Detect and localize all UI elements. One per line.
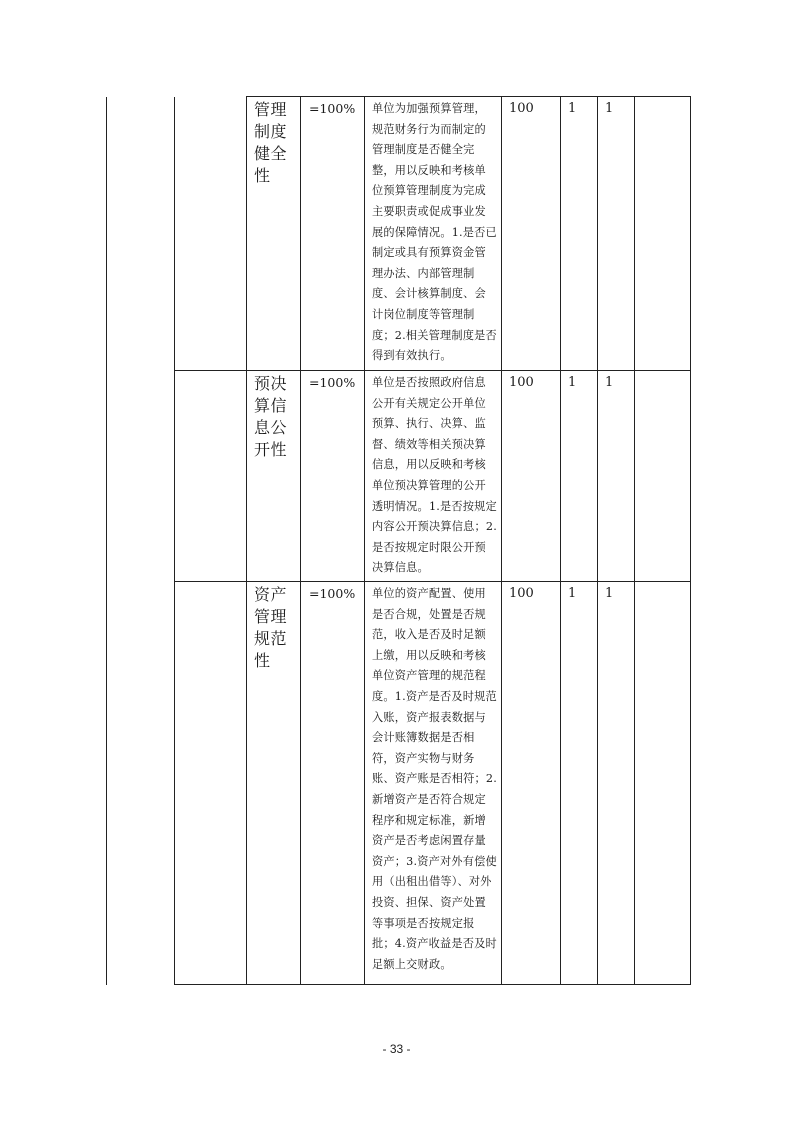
blank-cell	[175, 582, 247, 985]
weight-cell: 100	[502, 582, 561, 985]
indicator-name-cell: 管理 制度 健全 性	[247, 97, 301, 371]
table-row	[107, 582, 691, 985]
value-cell: 1	[598, 371, 635, 582]
value-cell: 1	[561, 97, 598, 371]
indicator-name-cell: 资产 管理 规范 性	[247, 582, 301, 985]
blank-cell	[175, 371, 247, 582]
standard-cell: =100%	[301, 97, 365, 371]
indicator-name-cell: 预决 算信 息公 开性	[247, 371, 301, 582]
page-number: - 33 -	[382, 1042, 411, 1056]
blank-cell	[107, 371, 175, 582]
table-row	[107, 371, 691, 582]
description-cell: 单位的资产配置、使用是否合规，处置是否规范，收入是否及时足额上缴，用以反映和考核单位资产管理的规范程度。1.资产是否及时规范入账，资产报表数据与会计账簿数据是否相符，资产实物与财务账、资产账是否相符；2.新增资产是否符合规定程序和规定标准，新增资产是否考虑闲置存量资产；3.资产对外有偿使用（出租出借等）、对外投资、担保、资产处置等事项是否按规定报批；4.资产收益是否及时足额上交财政。	[365, 582, 502, 985]
standard-cell: =100%	[301, 371, 365, 582]
evaluation-table	[106, 96, 691, 985]
blank-cell	[107, 582, 175, 985]
value-cell: 1	[561, 582, 598, 985]
weight-cell: 100	[502, 97, 561, 371]
table-row	[107, 97, 691, 371]
blank-cell	[107, 97, 175, 371]
description-cell: 单位为加强预算管理，规范财务行为而制定的管理制度是否健全完整，用以反映和考核单位预算管理制度为完成主要职责或促成事业发展的保障情况。1.是否已制定或具有预算资金管理办法、内部管理制度、会计核算制度、会计岗位制度等管理制度；2.相关管理制度是否得到有效执行。	[365, 97, 502, 371]
value-cell: 1	[598, 582, 635, 985]
weight-cell: 100	[502, 371, 561, 582]
value-cell: 1	[561, 371, 598, 582]
standard-cell: =100%	[301, 582, 365, 985]
value-cell: 1	[598, 97, 635, 371]
blank-cell	[175, 97, 247, 371]
empty-cell	[635, 97, 691, 371]
description-cell: 单位是否按照政府信息公开有关规定公开单位预算、执行、决算、监督、绩效等相关预决算信息，用以反映和考核单位预决算管理的公开透明情况。1.是否按规定内容公开预决算信息；2.是否按规定时限公开预决算信息。	[365, 371, 502, 582]
empty-cell	[635, 371, 691, 582]
empty-cell	[635, 582, 691, 985]
